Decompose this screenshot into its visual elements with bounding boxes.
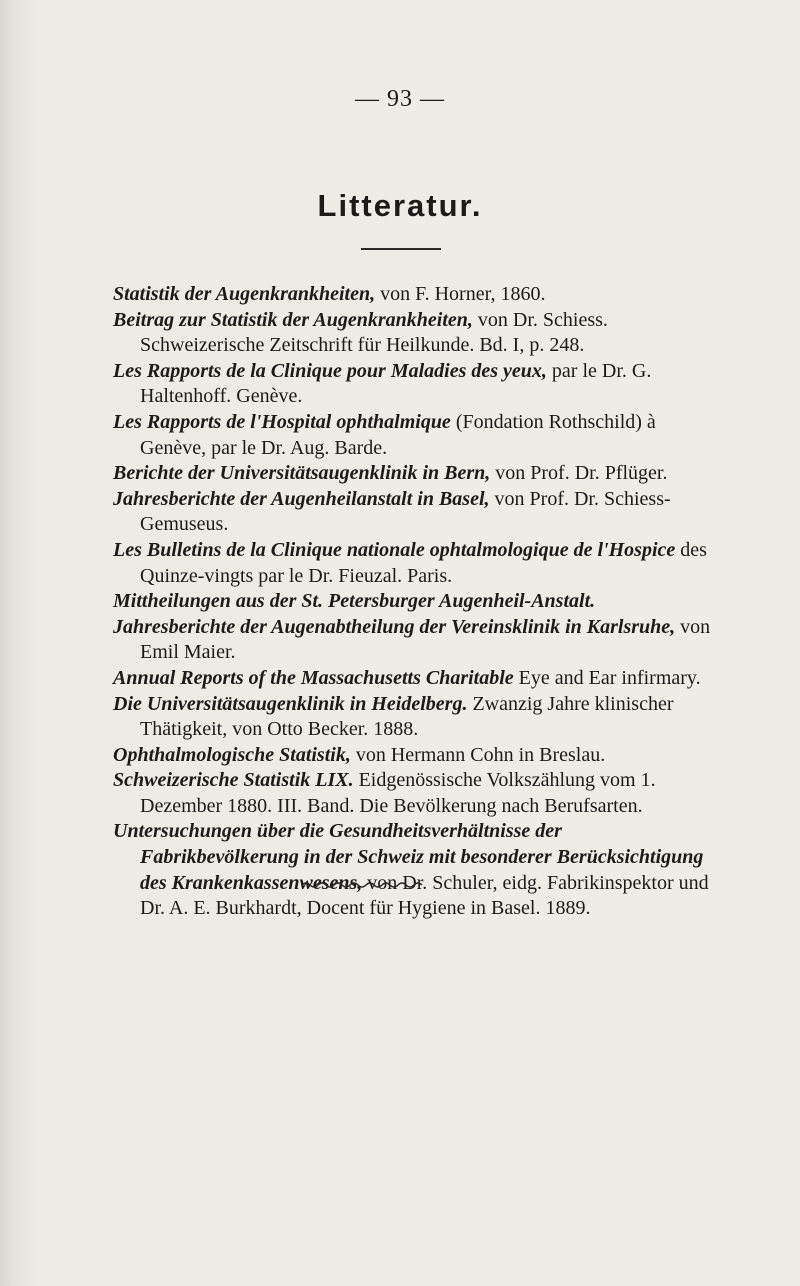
page-number: — 93 — xyxy=(355,86,445,112)
entry-details: Eye and Ear infirmary. xyxy=(513,666,701,689)
page-title: Litteratur. xyxy=(317,188,483,223)
entry-title: Annual Reports of the Massachusetts Charitable xyxy=(113,666,514,689)
bibliography-entry xyxy=(113,589,713,615)
entry-title: Beitrag zur Statistik der Augenkrankheiten, xyxy=(113,308,473,331)
bibliography-entry xyxy=(113,487,713,538)
entry-title: Les Bulletins de la Clinique nationale ophtalmologique de l'Hospice xyxy=(113,538,676,561)
entry-title: Schweizerische Statistik LIX. xyxy=(113,769,354,792)
bibliography-entry xyxy=(113,410,713,461)
entry-details: von Emil Maier. xyxy=(140,615,711,664)
entry-title: Les Rapports de l'Hospital ophthalmique xyxy=(113,410,451,433)
entry-details: Zwanzig Jahre klinischer Thätigkeit, von Otto Becker. 1888. xyxy=(140,692,674,741)
entry-title: Ophthalmologische Statistik, xyxy=(113,743,351,766)
bibliography-entry xyxy=(113,819,713,921)
bibliography-entry xyxy=(113,538,713,589)
bibliography-list xyxy=(113,282,713,922)
entry-details: von Prof. Dr. Pflüger. xyxy=(490,462,668,485)
entry-title: Untersuchungen über die Gesundheitsverhältnisse der Fabrikbevölkerung in der Schweiz mit besonderer Berücksichtigung des Krankenkassenwesens, xyxy=(113,820,704,894)
entry-details: von F. Horner, 1860. xyxy=(375,283,546,305)
entry-title: Die Universitätsaugenklinik in Heidelberg. xyxy=(113,692,468,715)
entry-details: Eidgenössische Volkszählung vom 1. Dezember 1880. III. Band. Die Bevölkerung nach Berufsarten. xyxy=(140,769,656,817)
bibliography-entry xyxy=(113,743,713,769)
bibliography-entry xyxy=(113,615,713,666)
entry-title: Les Rapports de la Clinique pour Maladies des yeux, xyxy=(113,359,547,382)
entry-details: von Dr. Schuler, eidg. Fabrikinspektor und Dr. A. E. Burkhardt, Docent für Hygiene in Basel. 1889. xyxy=(140,871,709,920)
entry-details: par le Dr. G. Haltenhoff. Genève. xyxy=(140,359,652,408)
wavy-ornament xyxy=(300,880,426,890)
heading-divider xyxy=(361,248,441,250)
entry-title: Mittheilungen aus der St. Petersburger Augenheil-Anstalt. xyxy=(113,590,596,613)
entry-details: des Quinze-vingts par le Dr. Fieuzal. Paris. xyxy=(140,538,707,587)
bibliography-entry xyxy=(113,692,713,743)
bibliography-entry xyxy=(113,282,713,308)
bibliography-entry xyxy=(113,768,713,819)
entry-details: von Prof. Dr. Schiess-Gemuseus. xyxy=(140,487,671,536)
bibliography-entry xyxy=(113,308,713,359)
bibliography-entry xyxy=(113,359,713,410)
bibliography-entry xyxy=(113,461,713,487)
bibliography-entry xyxy=(113,666,713,692)
entry-title: Jahresberichte der Augenheilanstalt in Basel, xyxy=(113,487,490,510)
entry-details: von Dr. Schiess. Schweizerische Zeitschrift für Heilkunde. Bd. I, p. 248. xyxy=(140,308,608,357)
entry-title: Statistik der Augenkrankheiten, xyxy=(113,283,376,305)
entry-details: (Fondation Rothschild) à Genève, par le Dr. Aug. Barde. xyxy=(140,410,656,459)
entry-details: von Hermann Cohn in Breslau. xyxy=(350,743,606,766)
entry-title: Jahresberichte der Augenabtheilung der Vereinsklinik in Karlsruhe, xyxy=(113,615,676,638)
entry-title: Berichte der Universitätsaugenklinik in Bern, xyxy=(113,462,491,485)
